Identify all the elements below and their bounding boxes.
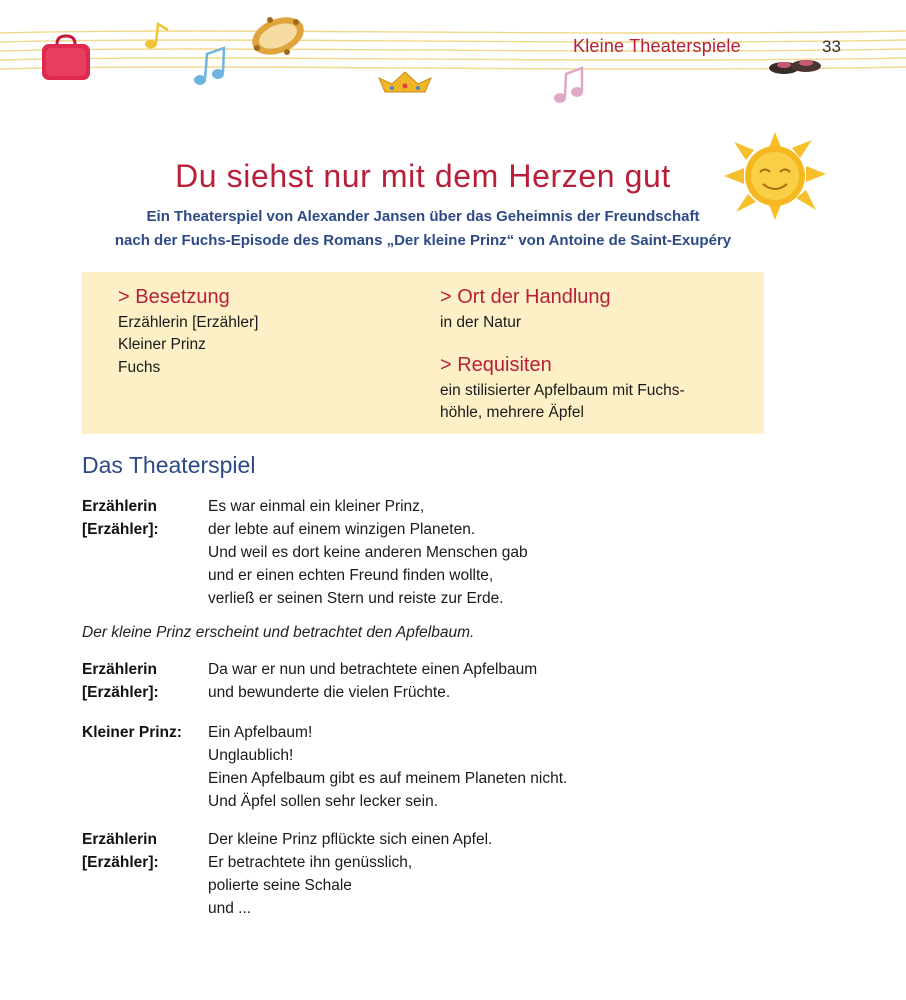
speech-line: polierte seine Schale	[208, 877, 352, 894]
requisiten-heading: > Requisiten	[440, 354, 552, 376]
section-title: Das Theaterspiel	[82, 452, 256, 478]
speaker-name: [Erzähler]:	[82, 684, 159, 701]
speech-line: Ein Apfelbaum!	[208, 724, 313, 741]
props-item: ein stilisierter Apfelbaum mit Fuchs-	[440, 382, 685, 399]
speech-block	[208, 658, 537, 704]
speech-line: Und Äpfel sollen sehr lecker sein.	[208, 793, 439, 810]
music-staff	[0, 31, 906, 69]
speech-line: Es war einmal ein kleiner Prinz,	[208, 498, 425, 515]
props-item: höhle, mehrere Äpfel	[440, 404, 584, 421]
speech-line: Einen Apfelbaum gibt es auf meinem Planeten nicht.	[208, 770, 568, 787]
page-number: 33	[822, 37, 841, 56]
subtitle-line-1: Ein Theaterspiel von Alexander Jansen über das Geheimnis der Freundschaft	[146, 208, 700, 225]
speech-line: und bewunderte die vielen Früchte.	[208, 684, 451, 701]
ort-heading: > Ort der Handlung	[440, 286, 611, 308]
page-title: Du siehst nur mit dem Herzen gut	[175, 158, 671, 194]
speech-block	[208, 828, 492, 920]
speech-block	[208, 721, 567, 813]
speaker-name: Erzählerin	[82, 498, 157, 515]
speaker-name: [Erzähler]:	[82, 521, 159, 538]
speech-line: Unglaublich!	[208, 747, 294, 764]
subtitle-line-2: nach der Fuchs-Episode des Romans „Der kleine Prinz“ von Antoine de Saint-Exupéry	[114, 232, 732, 249]
speaker-label	[82, 658, 159, 704]
music-note-icon	[554, 68, 583, 103]
ort-item: in der Natur	[440, 314, 521, 331]
stage-direction: Der kleine Prinz erscheint und betrachtet den Apfelbaum.	[82, 624, 475, 641]
speech-line: verließ er seinen Stern und reiste zur Erde.	[208, 590, 504, 607]
speech-line: und ...	[208, 900, 252, 917]
speaker-name: [Erzähler]:	[82, 854, 159, 871]
speech-line: und er einen echten Freund finden wollte,	[208, 567, 494, 584]
speech-line: Da war er nun und betrachtete einen Apfelbaum	[208, 661, 538, 678]
speech-line: Er betrachtete ihn genüsslich,	[208, 854, 413, 871]
speaker-name: Kleiner Prinz:	[82, 724, 182, 741]
speaker-label	[82, 828, 159, 874]
cast-item: Erzählerin [Erzähler]	[118, 314, 259, 331]
shoes-icon	[769, 60, 821, 74]
header-decoration	[0, 0, 906, 120]
cast-item: Fuchs	[118, 359, 161, 376]
info-box	[82, 272, 764, 434]
besetzung-heading: > Besetzung	[118, 286, 230, 308]
tambourine-icon	[247, 10, 310, 62]
speaker-name: Erzählerin	[82, 831, 157, 848]
speaker-name: Erzählerin	[82, 661, 157, 678]
speaker-label	[82, 495, 159, 541]
speech-line: Und weil es dort keine anderen Menschen gab	[208, 544, 528, 561]
speech-line: Der kleine Prinz pflückte sich einen Apfel.	[208, 831, 493, 848]
music-note-icon	[194, 48, 224, 85]
music-note-icon	[145, 24, 168, 49]
crown-icon	[379, 72, 431, 92]
speech-block	[208, 495, 528, 610]
suitcase-icon	[42, 36, 90, 80]
speech-line: der lebte auf einem winzigen Planeten.	[208, 521, 476, 538]
speaker-label	[82, 721, 182, 744]
cast-item: Kleiner Prinz	[118, 336, 206, 353]
running-head: Kleine Theaterspiele	[573, 36, 741, 56]
